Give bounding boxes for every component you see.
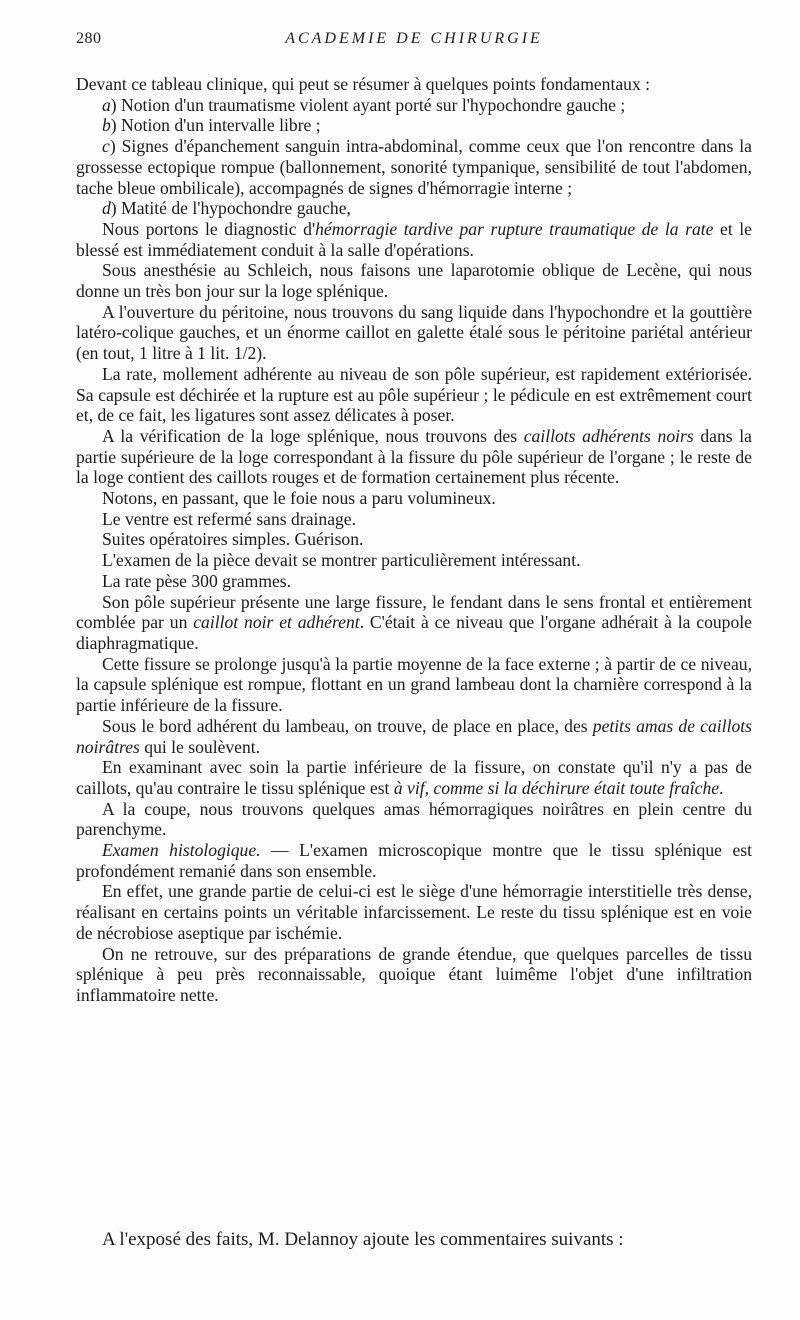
paragraph-weight: La rate pèse 300 grammes. <box>102 570 292 591</box>
paragraph-intro: Devant ce tableau clinique, qui peut se résumer à quelques points fondamentaux : <box>76 74 651 94</box>
list-item-a: a) Notion d'un traumatisme violent ayant porté sur l'hypochondre gauche ; <box>102 94 626 115</box>
closing-line: A l'exposé des faits, M. Delannoy ajoute les commentaires suivants : <box>102 1229 624 1250</box>
paragraph-spleen: La rate, mollement adhérente au niveau de son pôle supérieur, est rapidement extériorisée. Sa capsule est déchirée et la rupture est au pôle supérieur ; le pédicule en est extrêmement court et, de ce fait, les ligatures sont assez délicates à poser. <box>76 363 752 426</box>
paragraph-fissure: Son pôle supérieur présente une large fissure, le fendant dans le sens frontal et entièrement comblée par un caillot noir et adhérent. C'était à ce niveau que l'organe adhérait à la coupole diaphragmatique. <box>76 591 752 653</box>
paragraph-inspection: En examinant avec soin la partie inférieure de la fissure, on constate qu'il n'y a pas de caillots, qu'au contraire le tissu splénique est à vif, comme si la déchirure était toute fraîche. <box>76 757 752 798</box>
list-item-d: d) Matité de l'hypochondre gauche, <box>102 198 351 219</box>
paragraph-histology: Examen histologique. — L'examen microscopique montre que le tissu splénique est profondément remanié dans son ensemble. <box>76 840 753 881</box>
paragraph-preparations: On ne retrouve, sur des préparations de grande étendue, que quelques parcelles de tissu splénique à peu près reconnaissable, quoique étant luimême l'objet d'une infiltration inflammatoire nette. <box>76 943 752 1005</box>
paragraph-examination: L'examen de la pièce devait se montrer particulièrement intéressant. <box>102 550 581 571</box>
paragraph-section: A la coupe, nous trouvons quelques amas hémorragiques noirâtres en plein centre du parenchyme. <box>76 798 752 840</box>
list-item-c: c) Signes d'épanchement sanguin intra-abdominal, comme ceux que l'on rencontre dans la grossesse ectopique rompue (ballonnement, sonorité tympanique, sensibilité de tout l'abdomen, tache bleue ombilicale), accompagnés de signes d'hémorragie interne ; <box>76 136 752 198</box>
paragraph-flap: Sous le bord adhérent du lambeau, on trouve, de place en place, des petits amas de caillots noirâtres qui le soulèvent. <box>76 715 752 757</box>
paragraph-diagnosis: Nous portons le diagnostic d'hémorragie tardive par rupture traumatique de la rate et le blessé est immédiatement conduit à la salle d'opérations. <box>76 218 752 260</box>
paragraph-hemorrhage: En effet, une grande partie de celui-ci est le siège d'une hémorragie interstitielle très dense, réalisant en certains points un véritable infarcissement. Le reste du tissu splénique est en voie de nécrobiose aseptique par ischémie. <box>76 881 752 943</box>
paragraph-closure: Le ventre est refermé sans drainage. <box>102 508 357 529</box>
page-number: 280 <box>76 30 102 47</box>
paragraph-anesthesia: Sous anesthésie au Schleich, nous faisons une laparotomie oblique de Lecène, qui nous donne un très bon jour sur la loge splénique. <box>76 260 752 302</box>
paragraph-recovery: Suites opératoires simples. Guérison. <box>102 529 364 550</box>
paragraph-capsule: Cette fissure se prolonge jusqu'à la partie moyenne de la face externe ; à partir de ce niveau, la capsule splénique est rompue, flottant en un grand lambeau dont la charnière correspond à la partie inférieure de la fissure. <box>76 653 752 716</box>
journal-title: ACADEMIE DE CHIRURGIE <box>285 30 543 47</box>
body-text <box>76 74 752 1006</box>
running-head <box>76 30 752 52</box>
list-item-b: b) Notion d'un intervalle libre ; <box>102 115 321 136</box>
paragraph-peritoneum: A l'ouverture du péritoine, nous trouvons du sang liquide dans l'hypochondre et la gouttière latéro-colique gauches, et un énorme caillot en galette étalé sous le péritoine pariétal antérieur (en tout, 1 litre à 1 lit. 1/2). <box>76 301 752 364</box>
paragraph-verification: A la vérification de la loge splénique, nous trouvons des caillots adhérents noirs dans la partie supérieure de la loge correspondant à la fissure du pôle supérieur de l'organe ; le reste de la loge contient des caillots rouges et de formation certainement plus récente. <box>76 425 752 488</box>
paragraph-liver: Notons, en passant, que le foie nous a paru volumineux. <box>102 488 496 509</box>
